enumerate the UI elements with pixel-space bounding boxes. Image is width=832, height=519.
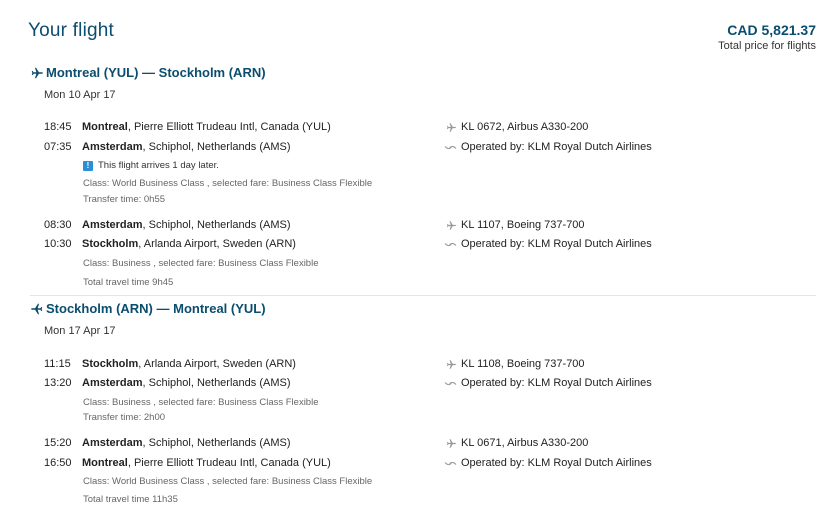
arrival-notice-text: This flight arrives 1 day later.	[98, 160, 219, 171]
arrival-row	[44, 456, 331, 470]
operator-text: Operated by: KLM Royal Dutch Airlines	[461, 141, 652, 153]
operator	[444, 376, 652, 390]
departure-airport: , Schiphol, Netherlands (AMS)	[142, 219, 291, 231]
total-travel-time: Total travel time 9h45	[83, 277, 174, 288]
return-segment-header	[30, 301, 266, 316]
departure-city: Amsterdam	[82, 219, 143, 231]
flight-number	[444, 218, 585, 232]
operator-icon	[444, 458, 457, 469]
departure-row	[44, 357, 296, 371]
outbound-segment-title: Montreal (YUL) — Stockholm (ARN)	[46, 65, 266, 80]
arrival-airport: , Schiphol, Netherlands (AMS)	[142, 377, 291, 389]
operator-text: Operated by: KLM Royal Dutch Airlines	[461, 457, 652, 469]
segment-divider	[30, 295, 816, 296]
operator	[444, 140, 652, 154]
arrival-airport: , Arlanda Airport, Sweden (ARN)	[138, 238, 296, 250]
plane-small-icon	[444, 220, 457, 231]
arrival-time: 07:35	[44, 141, 72, 153]
plane-small-icon	[444, 122, 457, 133]
arrival-time: 16:50	[44, 457, 72, 469]
flight-number-text: KL 1108, Boeing 737-700	[461, 358, 585, 370]
departure-row	[44, 436, 290, 450]
flight-number	[444, 436, 588, 450]
arrival-row	[44, 376, 290, 390]
flight-number-text: KL 0671, Airbus A330-200	[461, 437, 589, 449]
class-info: Class: Business , selected fare: Business Class Flexible	[83, 258, 319, 269]
arrival-notice	[83, 160, 219, 171]
return-date: Mon 17 Apr 17	[44, 325, 116, 337]
arrival-city: Amsterdam	[82, 377, 143, 389]
arrival-airport: , Pierre Elliott Trudeau Intl, Canada (YUL)	[127, 457, 331, 469]
departure-airport: , Schiphol, Netherlands (AMS)	[142, 437, 291, 449]
arrival-time: 13:20	[44, 377, 72, 389]
operator-icon	[444, 142, 457, 153]
departure-time: 18:45	[44, 121, 72, 133]
departure-row	[44, 218, 290, 232]
total-travel-time: Total travel time 11h35	[83, 494, 178, 505]
price-summary	[718, 22, 816, 52]
flight-number	[444, 120, 588, 134]
operator-text: Operated by: KLM Royal Dutch Airlines	[461, 377, 652, 389]
departure-time: 08:30	[44, 219, 72, 231]
departure-city: Montreal	[82, 121, 128, 133]
transfer-time: Transfer time: 0h55	[83, 194, 166, 205]
plane-return-icon	[30, 302, 44, 316]
arrival-airport: , Schiphol, Netherlands (AMS)	[142, 141, 291, 153]
plane-outbound-icon	[30, 66, 44, 80]
departure-time: 15:20	[44, 437, 72, 449]
departure-city: Stockholm	[82, 358, 139, 370]
info-icon: !	[83, 161, 93, 171]
transfer-time: Transfer time: 2h00	[83, 412, 166, 423]
total-price-label: Total price for flights	[718, 40, 816, 52]
arrival-city: Montreal	[82, 457, 128, 469]
outbound-date: Mon 10 Apr 17	[44, 89, 116, 101]
flight-number-text: KL 0672, Airbus A330-200	[461, 121, 589, 133]
page-title: Your flight	[28, 20, 115, 41]
departure-airport: , Arlanda Airport, Sweden (ARN)	[138, 358, 296, 370]
departure-row	[44, 120, 331, 134]
operator	[444, 237, 652, 251]
arrival-city: Amsterdam	[82, 141, 143, 153]
arrival-time: 10:30	[44, 238, 72, 250]
class-info: Class: World Business Class , selected fare: Business Class Flexible	[83, 178, 373, 189]
arrival-row	[44, 237, 296, 251]
plane-small-icon	[444, 438, 457, 449]
departure-airport: , Pierre Elliott Trudeau Intl, Canada (YUL)	[127, 121, 331, 133]
outbound-segment-header	[30, 65, 266, 80]
flight-number	[444, 357, 585, 371]
operator-text: Operated by: KLM Royal Dutch Airlines	[461, 238, 652, 250]
class-info: Class: World Business Class , selected fare: Business Class Flexible	[83, 476, 373, 487]
departure-city: Amsterdam	[82, 437, 143, 449]
total-price: CAD 5,821.37	[727, 22, 816, 38]
plane-small-icon	[444, 359, 457, 370]
departure-time: 11:15	[44, 358, 71, 370]
arrival-city: Stockholm	[82, 238, 139, 250]
operator-icon	[444, 239, 457, 250]
operator	[444, 456, 652, 470]
arrival-row	[44, 140, 290, 154]
flight-number-text: KL 1107, Boeing 737-700	[461, 219, 585, 231]
class-info: Class: Business , selected fare: Business Class Flexible	[83, 397, 319, 408]
operator-icon	[444, 378, 457, 389]
return-segment-title: Stockholm (ARN) — Montreal (YUL)	[46, 301, 266, 316]
